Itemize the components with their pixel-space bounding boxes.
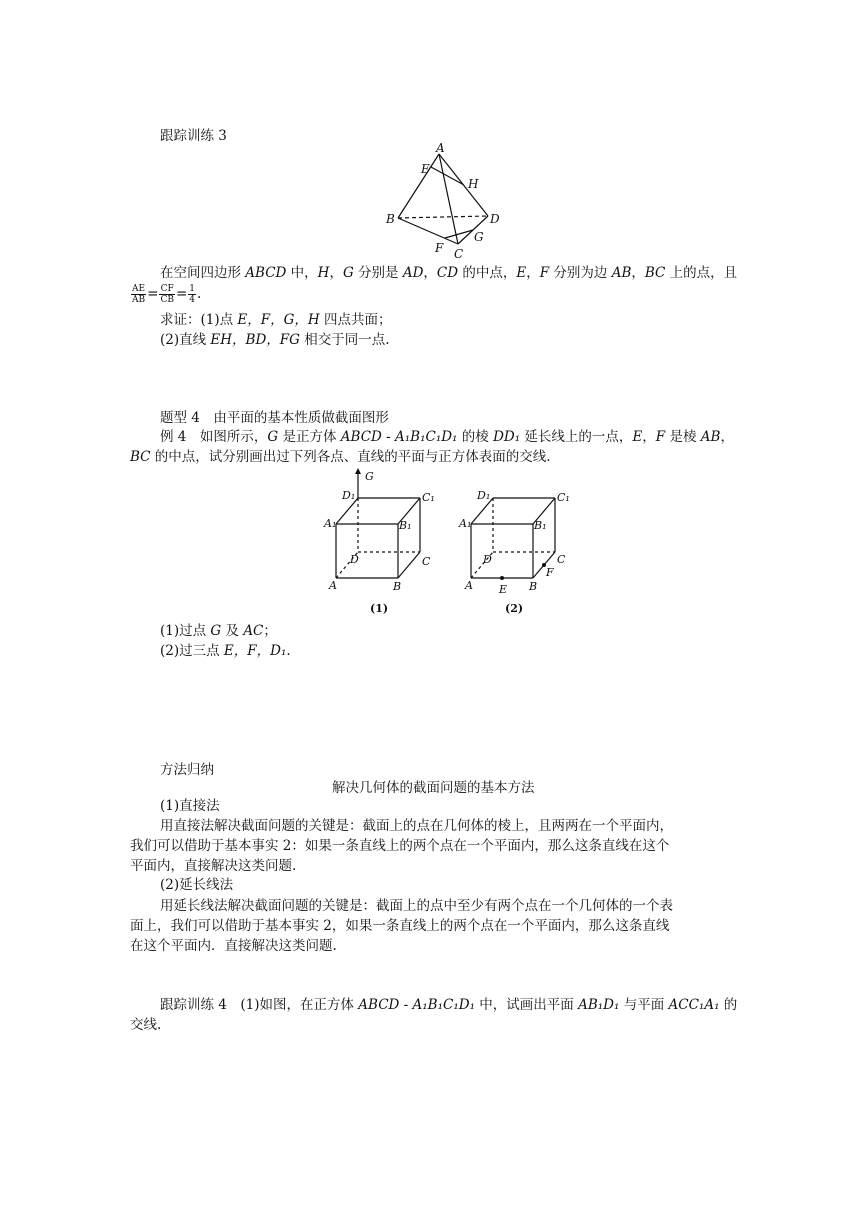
text: ， bbox=[631, 265, 645, 281]
cube1-label-c1: C₁ bbox=[422, 491, 435, 504]
text: AB₁D₁ bbox=[578, 997, 620, 1013]
fraction-ae-ab bbox=[131, 284, 146, 305]
text: ； bbox=[263, 623, 277, 639]
text: AC bbox=[243, 623, 264, 639]
text: BC bbox=[644, 265, 666, 281]
cube2-label-a: A bbox=[465, 579, 473, 592]
text: 是正方体 bbox=[278, 429, 341, 445]
method-heading: 方法归纳 bbox=[160, 762, 214, 778]
text: (1)过点 bbox=[160, 623, 211, 639]
cube2-label-c1: C₁ bbox=[557, 491, 570, 504]
method2-title: (2)延长线法 bbox=[160, 877, 234, 893]
example4-line-1 bbox=[160, 428, 734, 446]
text: ， bbox=[720, 429, 734, 445]
text: ACC₁A₁ bbox=[668, 997, 720, 1013]
cube1-label-d1: D₁ bbox=[342, 489, 356, 502]
cube1-label-c: C bbox=[422, 555, 431, 568]
text: 分别为边 bbox=[549, 265, 612, 281]
cube2-label-b: B bbox=[529, 580, 538, 593]
tet-label-b: B bbox=[386, 212, 395, 226]
numerator: CF bbox=[160, 284, 174, 294]
cube2-label-f: F bbox=[546, 566, 554, 579]
text: AB bbox=[700, 429, 721, 445]
text: (2)过三点 bbox=[160, 643, 224, 659]
tet-label-d: D bbox=[490, 212, 500, 226]
text: AB bbox=[611, 265, 632, 281]
text: 延长线上的一点， bbox=[520, 429, 633, 445]
cube1-label-a1: A₁ bbox=[324, 517, 337, 530]
cube2-label-d: D bbox=[483, 553, 492, 566]
training3-heading: 跟踪训练 3 bbox=[160, 128, 227, 144]
text: 例 4 如图所示， bbox=[160, 429, 268, 445]
text: ， bbox=[423, 265, 437, 281]
text: 及 bbox=[221, 623, 244, 639]
text: G bbox=[342, 265, 354, 281]
text: 与平面 bbox=[619, 997, 669, 1013]
text: 跟踪训练 4 (1)如图，在正方体 bbox=[160, 997, 359, 1013]
text: EH，BD，FG bbox=[210, 332, 300, 348]
method2-line-2: 面上，我们可以借助于基本事实 2，如果一条直线上的两个点在一个平面内，那么这条直线 bbox=[130, 918, 670, 934]
text: ABCD - A₁B₁C₁D₁ bbox=[340, 429, 458, 445]
tet-label-e: E bbox=[421, 162, 430, 176]
tet-label-c: C bbox=[454, 247, 464, 260]
cube1-label-g: G bbox=[365, 470, 374, 483]
text: ABCD bbox=[245, 265, 287, 281]
text: 中，试画出平面 bbox=[475, 997, 579, 1013]
text: 相交于同一点. bbox=[299, 332, 390, 348]
example4-line-2 bbox=[130, 448, 551, 466]
tet-label-h: H bbox=[468, 177, 479, 191]
method-title: 解决几何体的截面问题的基本方法 bbox=[332, 780, 535, 796]
fig2-caption: (2) bbox=[505, 602, 524, 615]
text: E bbox=[516, 265, 527, 281]
text: 分别是 bbox=[353, 265, 403, 281]
text: 上的点，且 bbox=[665, 265, 738, 281]
method1-title: (1)直接法 bbox=[160, 798, 220, 814]
cube2-label-c: C bbox=[557, 553, 566, 566]
text: ， bbox=[329, 265, 343, 281]
method1-line-3: 平面内，直接解决这类问题. bbox=[130, 858, 297, 874]
training4-line-2: 交线. bbox=[130, 1017, 162, 1033]
text: AD bbox=[402, 265, 424, 281]
tet-label-g: G bbox=[474, 230, 484, 244]
text: ， bbox=[526, 265, 540, 281]
fig1-caption: (1) bbox=[370, 602, 389, 615]
cube-figure-1 bbox=[322, 468, 437, 618]
text: F bbox=[655, 429, 666, 445]
period: . bbox=[196, 286, 202, 302]
text: (2)直线 bbox=[160, 332, 211, 348]
cube-figure-2 bbox=[457, 468, 572, 618]
text: G bbox=[267, 429, 279, 445]
tetrahedron-figure bbox=[380, 140, 510, 260]
text: 在空间四边形 bbox=[160, 265, 246, 281]
text: 求证：(1)点 bbox=[160, 312, 238, 328]
text: H bbox=[317, 265, 330, 281]
text: CD bbox=[436, 265, 459, 281]
text: 的 bbox=[719, 997, 738, 1013]
method2-line-1: 用延长线法解决截面问题的关键是：截面上的点中至少有两个点在一个几何体的一个表 bbox=[160, 898, 673, 914]
type4-heading: 题型 4 由平面的基本性质做截面图形 bbox=[160, 410, 389, 426]
text: 四点共面； bbox=[319, 312, 392, 328]
question-1 bbox=[160, 622, 277, 640]
text: DD₁ bbox=[493, 429, 521, 445]
method2-line-3: 在这个平面内．直接解决这类问题. bbox=[130, 938, 337, 954]
text: ， bbox=[642, 429, 656, 445]
method1-line-1: 用直接法解决截面问题的关键是：截面上的点在几何体的棱上，且两两在一个平面内， bbox=[160, 818, 673, 834]
prove-line-1 bbox=[160, 311, 392, 329]
tet-label-f: F bbox=[435, 241, 444, 255]
equals: = bbox=[175, 286, 188, 302]
text: 的中点，试分别画出过下列各点、直线的平面与正方体表面的交线. bbox=[150, 449, 551, 465]
text: F bbox=[539, 265, 550, 281]
cube1-label-b: B bbox=[393, 580, 402, 593]
cube1-label-b1: B₁ bbox=[399, 519, 412, 532]
text: BC bbox=[130, 449, 151, 465]
cube2-label-d1: D₁ bbox=[477, 489, 491, 502]
text: 中， bbox=[286, 265, 318, 281]
denominator: CB bbox=[160, 295, 174, 305]
denominator: 4 bbox=[189, 295, 195, 305]
text: G bbox=[210, 623, 222, 639]
text: 的中点， bbox=[458, 265, 517, 281]
cube2-label-b1: B₁ bbox=[534, 519, 547, 532]
text: . bbox=[286, 643, 291, 659]
text: E，F，D₁ bbox=[223, 643, 287, 659]
equals: = bbox=[147, 286, 159, 302]
training3-statement bbox=[160, 264, 737, 282]
numerator: 1 bbox=[189, 284, 195, 294]
cube2-label-e: E bbox=[499, 583, 508, 596]
fraction-equation bbox=[130, 284, 201, 310]
cube1-label-d: D bbox=[350, 553, 359, 566]
prove-line-2 bbox=[160, 331, 390, 349]
question-2 bbox=[160, 642, 291, 660]
cube2-label-a1: A₁ bbox=[459, 517, 472, 530]
tet-label-a: A bbox=[436, 141, 445, 155]
fraction-one-quarter bbox=[188, 284, 196, 305]
text: E，F，G，H bbox=[237, 312, 320, 328]
cube1-label-a: A bbox=[329, 579, 337, 592]
training4-line-1 bbox=[160, 996, 737, 1014]
fraction-cf-cb bbox=[159, 284, 175, 305]
text: ABCD - A₁B₁C₁D₁ bbox=[358, 997, 475, 1013]
text: E bbox=[632, 429, 643, 445]
text: 是棱 bbox=[665, 429, 701, 445]
denominator: AB bbox=[132, 295, 146, 305]
numerator: AE bbox=[132, 284, 146, 294]
method1-line-2: 我们可以借助于基本事实 2：如果一条直线上的两个点在一个平面内，那么这条直线在这个 bbox=[130, 838, 670, 854]
text: 的棱 bbox=[457, 429, 494, 445]
